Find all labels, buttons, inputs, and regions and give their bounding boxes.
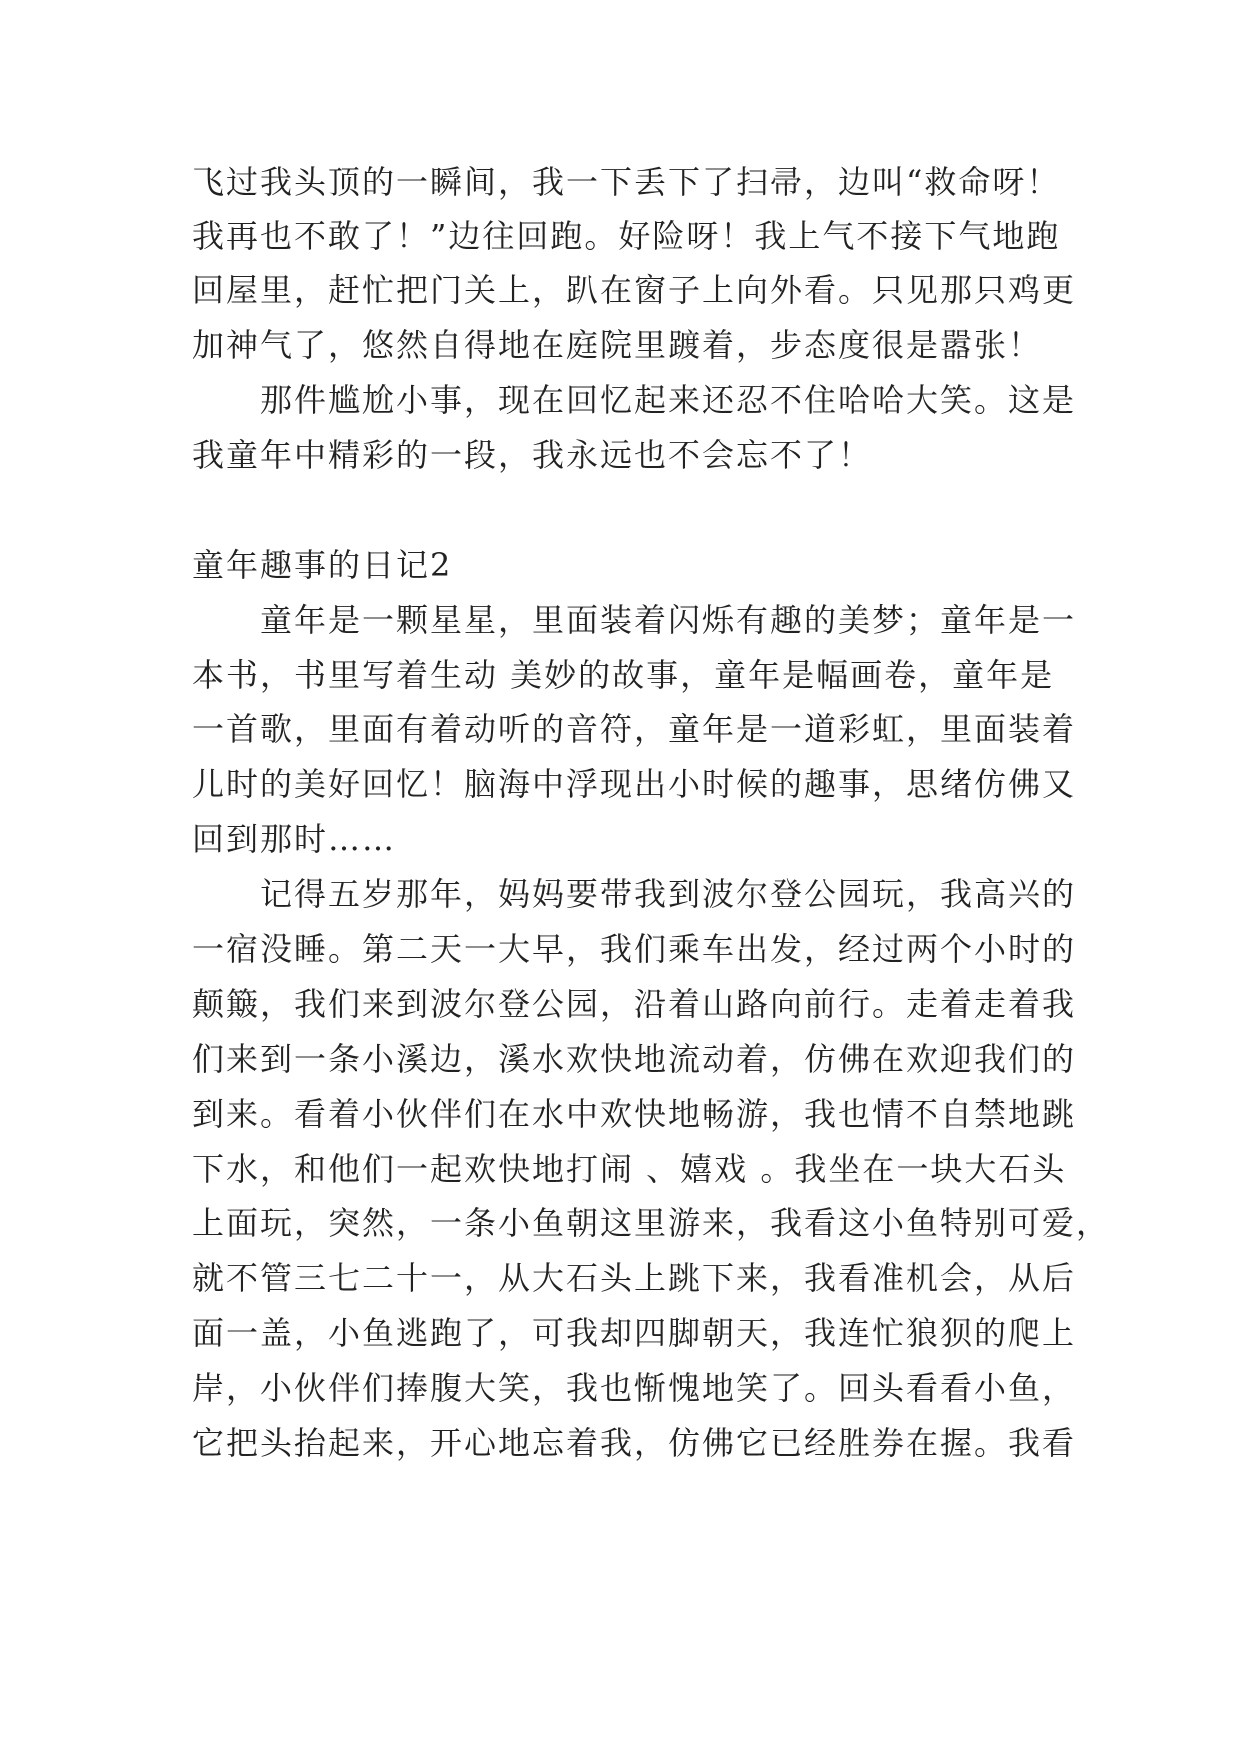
paragraph-line: 那件尴尬小事，现在回忆起来还忍不住哈哈大笑。这是 xyxy=(192,381,1077,419)
paragraph-line: 儿时的美好回忆！脑海中浮现出小时候的趣事，思绪仿佛又 xyxy=(192,765,1077,803)
paragraph-line: 童年是一颗星星，里面装着闪烁有趣的美梦；童年是一 xyxy=(192,601,1077,639)
paragraph-line: 本书，书里写着生动 美妙的故事，童年是幅画卷，童年是 xyxy=(192,656,1055,694)
paragraph-line: 到来。看着小伙伴们在水中欢快地畅游，我也情不自禁地跳 xyxy=(192,1095,1077,1133)
paragraph-line: 我童年中精彩的一段，我永远也不会忘不了！ xyxy=(192,436,873,474)
paragraph-line: 飞过我头顶的一瞬间，我一下丢下了扫帚，边叫“救命呀！ xyxy=(192,163,1061,201)
paragraph-line: 上面玩，突然，一条小鱼朝这里游来，我看这小鱼特别可爱， xyxy=(192,1204,1111,1242)
paragraph-line: 们来到一条小溪边，溪水欢快地流动着，仿佛在欢迎我们的 xyxy=(192,1040,1077,1078)
paragraph-line: 岸，小伙伴们捧腹大笑，我也惭愧地笑了。回头看看小鱼， xyxy=(192,1369,1077,1407)
paragraph-line: 一宿没睡。第二天一大早，我们乘车出发，经过两个小时的 xyxy=(192,930,1077,968)
paragraph-line: 颠簸，我们来到波尔登公园，沿着山路向前行。走着走着我 xyxy=(192,985,1077,1023)
paragraph-line: 回到那时…… xyxy=(192,820,397,858)
paragraph-line: 回屋里，赶忙把门关上，趴在窗子上向外看。只见那只鸡更 xyxy=(192,271,1077,309)
paragraph-line: 下水，和他们一起欢快地打闹 、嬉戏 。我坐在一块大石头 xyxy=(192,1150,1067,1188)
paragraph-line: 它把头抬起来，开心地忘着我，仿佛它已经胜券在握。我看 xyxy=(192,1424,1077,1462)
paragraph-line: 一首歌，里面有着动听的音符，童年是一道彩虹，里面装着 xyxy=(192,710,1077,748)
paragraph-line: 我再也不敢了！”边往回跑。好险呀！我上气不接下气地跑 xyxy=(192,217,1061,255)
paragraph-line: 记得五岁那年，妈妈要带我到波尔登公园玩，我高兴的 xyxy=(192,875,1077,913)
paragraph-line: 就不管三七二十一，从大石头上跳下来，我看准机会，从后 xyxy=(192,1259,1077,1297)
paragraph-line: 加神气了，悠然自得地在庭院里踱着，步态度很是嚣张！ xyxy=(192,326,1043,364)
paragraph-line: 面一盖，小鱼逃跑了，可我却四脚朝天，我连忙狼狈的爬上 xyxy=(192,1314,1077,1352)
section-heading: 童年趣事的日记2 xyxy=(192,546,453,584)
